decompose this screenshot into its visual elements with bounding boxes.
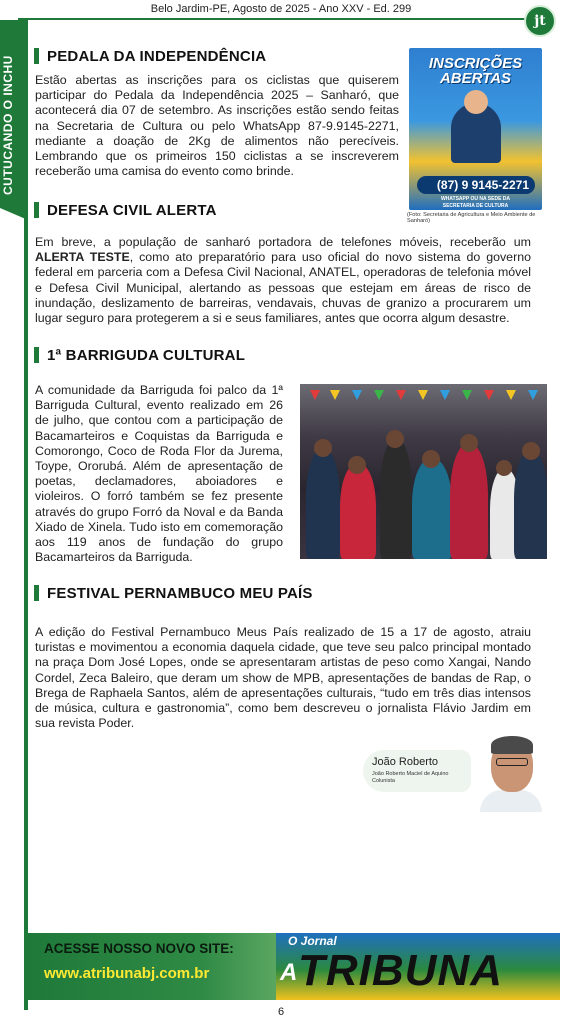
section-marker-icon (34, 347, 39, 363)
section-marker-icon (34, 202, 39, 218)
author-subtitle: João Roberto Maciel de Aquino Colunista (372, 771, 449, 784)
section-header-barriguda (34, 345, 245, 365)
cyclist-face (464, 90, 488, 114)
site-footer-banner (28, 933, 560, 1000)
section-body: A comunidade da Barriguda foi palco da 1ª Barriguda Cultural, evento realizado em 26 de julho, que contou com a participação de Bacamarteiros e Coquistas da Barriguda e Comorongo, Coco de Roda Flor da Jurema, Toype, Ororubá. Além de apresentação de poetas, declamadores, aboiadores e violeiros. O forró também se fez presente através do grupo Forró da Noval e da Banda Xiado de Xinela. Tudo isto em comemoração aos 119 anos de fundação do grupo Bacamarteiros da Barriguda. (35, 383, 283, 565)
poster-headline: INSCRIÇÕES ABERTAS (428, 55, 523, 87)
column-side-line (24, 210, 28, 1010)
section-title: DEFESA CIVIL ALERTA (47, 201, 217, 219)
page-number: 6 (277, 1006, 285, 1018)
section-title: PEDALA DA INDEPENDÊNCIA (47, 47, 267, 65)
author-name: João Roberto (372, 756, 439, 768)
section-marker-icon (34, 48, 39, 64)
brand-top-text: O Jornal (288, 934, 337, 948)
section-body: A edição do Festival Pernambuco Meus País realizado de 15 a 17 de agosto, atraiu turistas e movimentou a economia daquela cidade, que teve seu palco principal montado na praça Dom José Lopes, onde se apresentaram artistas de peso como Xangai, Nando Cordel, Zeca Baleiro, que deram um show de MPB, apresentações de bandas de Rap, o Brega de Raphaela Santos, além de apresentações culturais, “tudo em três dias intensos de música, cultura e gastronomia”, como bem descreveu o jornalista Flávio Jardim em sua revista Poder. (35, 625, 531, 731)
site-url-link[interactable]: www.atribunabj.com.br (44, 965, 210, 982)
event-poster-image (409, 48, 542, 210)
brand-a-letter: A (280, 959, 298, 986)
site-promo-label: ACESSE NOSSO NOVO SITE: (44, 941, 234, 956)
section-marker-icon (34, 585, 39, 601)
photo-caption: (Foto: Secretaria de Agricultura e Meio Ambiente de Sanharó) (407, 212, 536, 224)
issue-line: Belo Jardim-PE, Agosto de 2025 - Ano XXV - Ed. 299 (150, 3, 412, 15)
section-header-festival (34, 583, 313, 603)
site-promo-panel (28, 933, 276, 1000)
section-body: Em breve, a população de sanharó portadora de telefones móveis, receberão um ALERTA TESTE, como ato preparatório para uso oficial do novo sistema do governo federal em parceria com a Defesa Civil Nacional, ANATEL, operadoras de telefonia móvel e Defesa Civil Municipal, alertando as pessoas que estejam em áreas de risco de inundação, deslizamento de barreiras, vendavais, chuvas de granizo a procurarem um lugar seguro para protegerem a si e seus familiares, antes que ocorra algum desastre. (35, 235, 531, 326)
brand-main-text: TRIBUNA (298, 946, 503, 995)
section-title: 1ª BARRIGUDA CULTURAL (47, 346, 246, 364)
section-header-pedala (34, 46, 266, 66)
section-header-defesa (34, 200, 217, 220)
newspaper-brand-logo (276, 933, 560, 1000)
poster-footer: WHATSAPP OU NA SEDE DA SECRETARIA DE CULTURA (440, 196, 511, 209)
section-title: FESTIVAL PERNAMBUCO MEU PAÍS (47, 584, 313, 602)
alert-test-emphasis: ALERTA TESTE (35, 250, 130, 265)
section-body: Estão abertas as inscrições para os ciclistas que quiserem participar do Pedala da Independência 2025 – Sanharó, que acontecerá dia 07 de setembro. As inscrições estão sendo feitas na Secretaria de Cultura ou pelo WhatsApp 87-9.9145-2271, mediante a doação de 2Kg de alimentos não perecíveis. Lembrando que os primeiros 150 ciclistas a se inscreverem receberão uma camisa do evento como brinde. (35, 73, 399, 179)
poster-phone: (87) 9 9145-2271 (417, 176, 535, 194)
header-rule (18, 18, 530, 20)
festival-crowd-photo (300, 384, 547, 559)
newspaper-logo-badge: jt (524, 5, 556, 37)
author-avatar (478, 730, 544, 812)
column-label: CUTUCANDO O INCHU (1, 55, 15, 195)
